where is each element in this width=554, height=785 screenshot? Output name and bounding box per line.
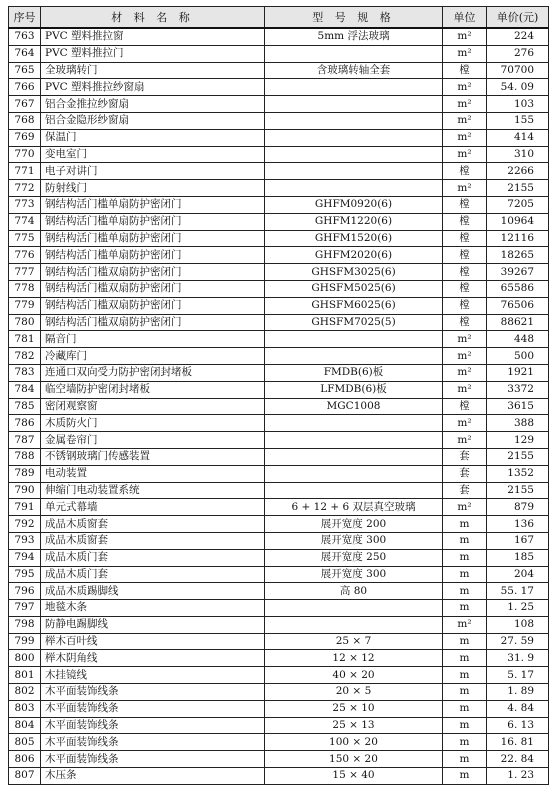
material-name: 电动装置 xyxy=(41,465,265,482)
row-number: 797 xyxy=(9,600,41,617)
table-row xyxy=(9,62,549,79)
material-name: 保温门 xyxy=(41,129,265,146)
material-name: 木平面装饰线条 xyxy=(41,700,265,717)
unit-price: 224 xyxy=(487,28,549,45)
table-row xyxy=(9,734,549,751)
unit: 樘 xyxy=(443,314,487,331)
row-number: 783 xyxy=(9,364,41,381)
unit: 樘 xyxy=(443,398,487,415)
table-row xyxy=(9,146,549,163)
model-spec: MGC1008 xyxy=(265,398,443,415)
model-spec xyxy=(265,79,443,96)
unit-price: 103 xyxy=(487,96,549,113)
header-row xyxy=(9,7,549,29)
material-name: 全玻璃转门 xyxy=(41,62,265,79)
model-spec: 25 × 10 xyxy=(265,700,443,717)
model-spec: GHSFM5025(6) xyxy=(265,280,443,297)
unit-price: 31. 9 xyxy=(487,650,549,667)
model-spec xyxy=(265,163,443,180)
row-number: 805 xyxy=(9,734,41,751)
model-spec: 150 × 20 xyxy=(265,751,443,768)
row-number: 792 xyxy=(9,516,41,533)
row-number: 799 xyxy=(9,633,41,650)
material-name: 木平面装饰线条 xyxy=(41,684,265,701)
row-number: 774 xyxy=(9,213,41,230)
model-spec xyxy=(265,331,443,348)
table-row xyxy=(9,28,549,45)
row-number: 773 xyxy=(9,196,41,213)
unit: m xyxy=(443,751,487,768)
unit-price: 1. 23 xyxy=(487,768,549,785)
material-name: 钢结构活门槛双扇防护密闭门 xyxy=(41,264,265,281)
table-row xyxy=(9,129,549,146)
model-spec xyxy=(265,482,443,499)
row-number: 781 xyxy=(9,331,41,348)
material-name: 成品木质窗套 xyxy=(41,532,265,549)
row-number: 780 xyxy=(9,314,41,331)
unit: m xyxy=(443,600,487,617)
material-name: 隔音门 xyxy=(41,331,265,348)
unit: 套 xyxy=(443,482,487,499)
unit-price: 65586 xyxy=(487,280,549,297)
row-number: 772 xyxy=(9,180,41,197)
unit: m² xyxy=(443,79,487,96)
unit: m xyxy=(443,734,487,751)
model-spec: 100 × 20 xyxy=(265,734,443,751)
material-name: 钢结构活门槛双扇防护密闭门 xyxy=(41,314,265,331)
unit: m² xyxy=(443,415,487,432)
row-number: 779 xyxy=(9,297,41,314)
unit-price: 18265 xyxy=(487,247,549,264)
unit: m² xyxy=(443,364,487,381)
material-name: 榉木百叶线 xyxy=(41,633,265,650)
unit: 樘 xyxy=(443,280,487,297)
unit-price: 414 xyxy=(487,129,549,146)
model-spec xyxy=(265,180,443,197)
unit-price: 388 xyxy=(487,415,549,432)
unit: 樘 xyxy=(443,247,487,264)
material-name: 榉木阴角线 xyxy=(41,650,265,667)
table-row xyxy=(9,566,549,583)
unit: m xyxy=(443,717,487,734)
unit: m xyxy=(443,650,487,667)
model-spec xyxy=(265,465,443,482)
table-row xyxy=(9,314,549,331)
table-row xyxy=(9,297,549,314)
material-name: 成品木质窗套 xyxy=(41,516,265,533)
unit-price: 3615 xyxy=(487,398,549,415)
material-name: 木压条 xyxy=(41,768,265,785)
unit-price: 55. 17 xyxy=(487,583,549,600)
row-number: 802 xyxy=(9,684,41,701)
unit-price: 5. 17 xyxy=(487,667,549,684)
row-number: 795 xyxy=(9,566,41,583)
unit-price: 136 xyxy=(487,516,549,533)
table-row xyxy=(9,751,549,768)
table-row xyxy=(9,163,549,180)
material-name: PVC 塑料推拉纱窗扇 xyxy=(41,79,265,96)
unit-price: 27. 59 xyxy=(487,633,549,650)
row-number: 806 xyxy=(9,751,41,768)
row-number: 789 xyxy=(9,465,41,482)
unit: m² xyxy=(443,129,487,146)
row-number: 796 xyxy=(9,583,41,600)
row-number: 794 xyxy=(9,549,41,566)
unit: 樘 xyxy=(443,230,487,247)
row-number: 807 xyxy=(9,768,41,785)
table-row xyxy=(9,364,549,381)
material-name: 钢结构活门槛单扇防护密闭门 xyxy=(41,213,265,230)
header-unit: 单位 xyxy=(443,7,487,29)
unit: m² xyxy=(443,180,487,197)
table-row xyxy=(9,717,549,734)
table-row xyxy=(9,331,549,348)
row-number: 764 xyxy=(9,45,41,62)
unit-price: 1. 25 xyxy=(487,600,549,617)
model-spec xyxy=(265,96,443,113)
unit-price: 879 xyxy=(487,499,549,516)
header-price: 单价(元) xyxy=(487,7,549,29)
table-row xyxy=(9,633,549,650)
table-row xyxy=(9,247,549,264)
header-no: 序号 xyxy=(9,7,41,29)
row-number: 763 xyxy=(9,28,41,45)
material-name: 铝合金隐形纱窗扇 xyxy=(41,112,265,129)
material-name: 钢结构活门槛单扇防护密闭门 xyxy=(41,196,265,213)
unit: m² xyxy=(443,348,487,365)
table-row xyxy=(9,280,549,297)
material-name: 钢结构活门槛双扇防护密闭门 xyxy=(41,297,265,314)
unit: m² xyxy=(443,432,487,449)
header-name: 材 料 名 称 xyxy=(41,7,265,29)
model-spec: LFMDB(6)板 xyxy=(265,381,443,398)
material-name: 伸缩门电动装置系统 xyxy=(41,482,265,499)
model-spec: FMDB(6)板 xyxy=(265,364,443,381)
unit-price: 1352 xyxy=(487,465,549,482)
table-row xyxy=(9,381,549,398)
model-spec xyxy=(265,448,443,465)
table-row xyxy=(9,684,549,701)
unit-price: 129 xyxy=(487,432,549,449)
unit: m xyxy=(443,516,487,533)
model-spec: 6 + 12 + 6 双层真空玻璃 xyxy=(265,499,443,516)
row-number: 770 xyxy=(9,146,41,163)
row-number: 782 xyxy=(9,348,41,365)
model-spec: GHFM1220(6) xyxy=(265,213,443,230)
table-row xyxy=(9,213,549,230)
row-number: 775 xyxy=(9,230,41,247)
unit-price: 155 xyxy=(487,112,549,129)
material-name: 木挂镜线 xyxy=(41,667,265,684)
table-row xyxy=(9,583,549,600)
unit: m² xyxy=(443,28,487,45)
model-spec xyxy=(265,146,443,163)
row-number: 791 xyxy=(9,499,41,516)
table-row xyxy=(9,230,549,247)
model-spec xyxy=(265,616,443,633)
model-spec: 展开宽度 300 xyxy=(265,532,443,549)
material-name: 钢结构活门槛双扇防护密闭门 xyxy=(41,280,265,297)
unit: m xyxy=(443,549,487,566)
table-row xyxy=(9,264,549,281)
unit-price: 76506 xyxy=(487,297,549,314)
material-name: 成品木质门套 xyxy=(41,566,265,583)
table-row xyxy=(9,499,549,516)
unit: m xyxy=(443,566,487,583)
row-number: 768 xyxy=(9,112,41,129)
row-number: 767 xyxy=(9,96,41,113)
unit-price: 1921 xyxy=(487,364,549,381)
unit: m xyxy=(443,768,487,785)
unit: m xyxy=(443,667,487,684)
unit-price: 167 xyxy=(487,532,549,549)
unit-price: 22. 84 xyxy=(487,751,549,768)
unit-price: 16. 81 xyxy=(487,734,549,751)
table-row xyxy=(9,532,549,549)
unit-price: 6. 13 xyxy=(487,717,549,734)
material-name: PVC 塑料推拉窗 xyxy=(41,28,265,45)
model-spec: 展开宽度 200 xyxy=(265,516,443,533)
unit-price: 2155 xyxy=(487,482,549,499)
model-spec: 25 × 13 xyxy=(265,717,443,734)
unit: 樘 xyxy=(443,163,487,180)
unit: m xyxy=(443,633,487,650)
material-name: 钢结构活门槛单扇防护密闭门 xyxy=(41,230,265,247)
table-row xyxy=(9,180,549,197)
material-name: PVC 塑料推拉门 xyxy=(41,45,265,62)
row-number: 803 xyxy=(9,700,41,717)
row-number: 769 xyxy=(9,129,41,146)
row-number: 793 xyxy=(9,532,41,549)
row-number: 771 xyxy=(9,163,41,180)
model-spec: 20 × 5 xyxy=(265,684,443,701)
table-row xyxy=(9,96,549,113)
row-number: 777 xyxy=(9,264,41,281)
unit-price: 70700 xyxy=(487,62,549,79)
material-name: 连通口双向受力防护密闭封堵板 xyxy=(41,364,265,381)
unit-price: 1. 89 xyxy=(487,684,549,701)
row-number: 804 xyxy=(9,717,41,734)
material-name: 电子对讲门 xyxy=(41,163,265,180)
model-spec: 展开宽度 250 xyxy=(265,549,443,566)
material-name: 木平面装饰线条 xyxy=(41,717,265,734)
row-number: 788 xyxy=(9,448,41,465)
unit: m² xyxy=(443,331,487,348)
unit-price: 39267 xyxy=(487,264,549,281)
unit-price: 204 xyxy=(487,566,549,583)
material-name: 成品木质踢脚线 xyxy=(41,583,265,600)
unit-price: 185 xyxy=(487,549,549,566)
model-spec: 展开宽度 300 xyxy=(265,566,443,583)
unit: m xyxy=(443,532,487,549)
table-header xyxy=(9,7,549,29)
table-row xyxy=(9,768,549,785)
header-spec: 型 号 规 格 xyxy=(265,7,443,29)
material-name: 临空墙防护密闭封堵板 xyxy=(41,381,265,398)
model-spec xyxy=(265,600,443,617)
row-number: 790 xyxy=(9,482,41,499)
model-spec: GHFM0920(6) xyxy=(265,196,443,213)
unit: 樘 xyxy=(443,62,487,79)
material-price-table xyxy=(8,6,549,785)
table-row xyxy=(9,549,549,566)
model-spec: 5mm 浮法玻璃 xyxy=(265,28,443,45)
model-spec xyxy=(265,432,443,449)
row-number: 776 xyxy=(9,247,41,264)
row-number: 798 xyxy=(9,616,41,633)
material-name: 地毯木条 xyxy=(41,600,265,617)
model-spec xyxy=(265,112,443,129)
model-spec: 25 × 7 xyxy=(265,633,443,650)
material-name: 防射线门 xyxy=(41,180,265,197)
unit-price: 500 xyxy=(487,348,549,365)
unit-price: 2155 xyxy=(487,180,549,197)
unit: m xyxy=(443,684,487,701)
model-spec: GHFM2020(6) xyxy=(265,247,443,264)
material-name: 金属卷帘门 xyxy=(41,432,265,449)
model-spec xyxy=(265,129,443,146)
material-name: 密闭观察窗 xyxy=(41,398,265,415)
unit: 樘 xyxy=(443,213,487,230)
unit-price: 10964 xyxy=(487,213,549,230)
table-row xyxy=(9,196,549,213)
material-name: 不锈钢玻璃门传感装置 xyxy=(41,448,265,465)
unit: m² xyxy=(443,146,487,163)
model-spec: 15 × 40 xyxy=(265,768,443,785)
unit-price: 88621 xyxy=(487,314,549,331)
model-spec xyxy=(265,348,443,365)
model-spec: 40 × 20 xyxy=(265,667,443,684)
unit-price: 2266 xyxy=(487,163,549,180)
table-row xyxy=(9,465,549,482)
material-name: 单元式幕墙 xyxy=(41,499,265,516)
unit: 樘 xyxy=(443,264,487,281)
model-spec: 12 × 12 xyxy=(265,650,443,667)
material-name: 木平面装饰线条 xyxy=(41,751,265,768)
table-row xyxy=(9,616,549,633)
row-number: 785 xyxy=(9,398,41,415)
table-row xyxy=(9,415,549,432)
unit: m² xyxy=(443,499,487,516)
table-row xyxy=(9,650,549,667)
unit: 套 xyxy=(443,448,487,465)
table-row xyxy=(9,700,549,717)
material-name: 木平面装饰线条 xyxy=(41,734,265,751)
table-row xyxy=(9,600,549,617)
model-spec: GHSFM7025(5) xyxy=(265,314,443,331)
table-row xyxy=(9,79,549,96)
row-number: 801 xyxy=(9,667,41,684)
unit: m² xyxy=(443,616,487,633)
unit-price: 276 xyxy=(487,45,549,62)
table-row xyxy=(9,398,549,415)
unit: m² xyxy=(443,45,487,62)
model-spec: 含玻璃转轴全套 xyxy=(265,62,443,79)
model-spec: GHSFM3025(6) xyxy=(265,264,443,281)
material-name: 变电室门 xyxy=(41,146,265,163)
table-row xyxy=(9,448,549,465)
row-number: 786 xyxy=(9,415,41,432)
unit: m² xyxy=(443,112,487,129)
unit-price: 2155 xyxy=(487,448,549,465)
model-spec: GHSFM6025(6) xyxy=(265,297,443,314)
unit: 套 xyxy=(443,465,487,482)
unit-price: 108 xyxy=(487,616,549,633)
table-row xyxy=(9,667,549,684)
table-row xyxy=(9,482,549,499)
unit-price: 12116 xyxy=(487,230,549,247)
table-row xyxy=(9,112,549,129)
unit: 樘 xyxy=(443,297,487,314)
material-name: 木质防火门 xyxy=(41,415,265,432)
row-number: 766 xyxy=(9,79,41,96)
material-name: 防静电踢脚线 xyxy=(41,616,265,633)
table-row xyxy=(9,516,549,533)
table-body xyxy=(9,28,549,784)
unit-price: 310 xyxy=(487,146,549,163)
table-row xyxy=(9,432,549,449)
unit: m² xyxy=(443,96,487,113)
unit: m² xyxy=(443,381,487,398)
material-name: 冷藏库门 xyxy=(41,348,265,365)
model-spec xyxy=(265,415,443,432)
unit-price: 4. 84 xyxy=(487,700,549,717)
unit: 樘 xyxy=(443,196,487,213)
unit-price: 3372 xyxy=(487,381,549,398)
material-name: 成品木质门套 xyxy=(41,549,265,566)
unit: m xyxy=(443,583,487,600)
material-name: 钢结构活门槛单扇防护密闭门 xyxy=(41,247,265,264)
row-number: 778 xyxy=(9,280,41,297)
unit-price: 7205 xyxy=(487,196,549,213)
table-row xyxy=(9,348,549,365)
model-spec xyxy=(265,45,443,62)
row-number: 765 xyxy=(9,62,41,79)
unit-price: 54. 09 xyxy=(487,79,549,96)
table-row xyxy=(9,45,549,62)
row-number: 787 xyxy=(9,432,41,449)
price-list-sheet xyxy=(8,6,548,785)
model-spec: 高 80 xyxy=(265,583,443,600)
material-name: 铝合金推拉纱窗扇 xyxy=(41,96,265,113)
unit: m xyxy=(443,700,487,717)
unit-price: 448 xyxy=(487,331,549,348)
model-spec: GHFM1520(6) xyxy=(265,230,443,247)
row-number: 784 xyxy=(9,381,41,398)
row-number: 800 xyxy=(9,650,41,667)
